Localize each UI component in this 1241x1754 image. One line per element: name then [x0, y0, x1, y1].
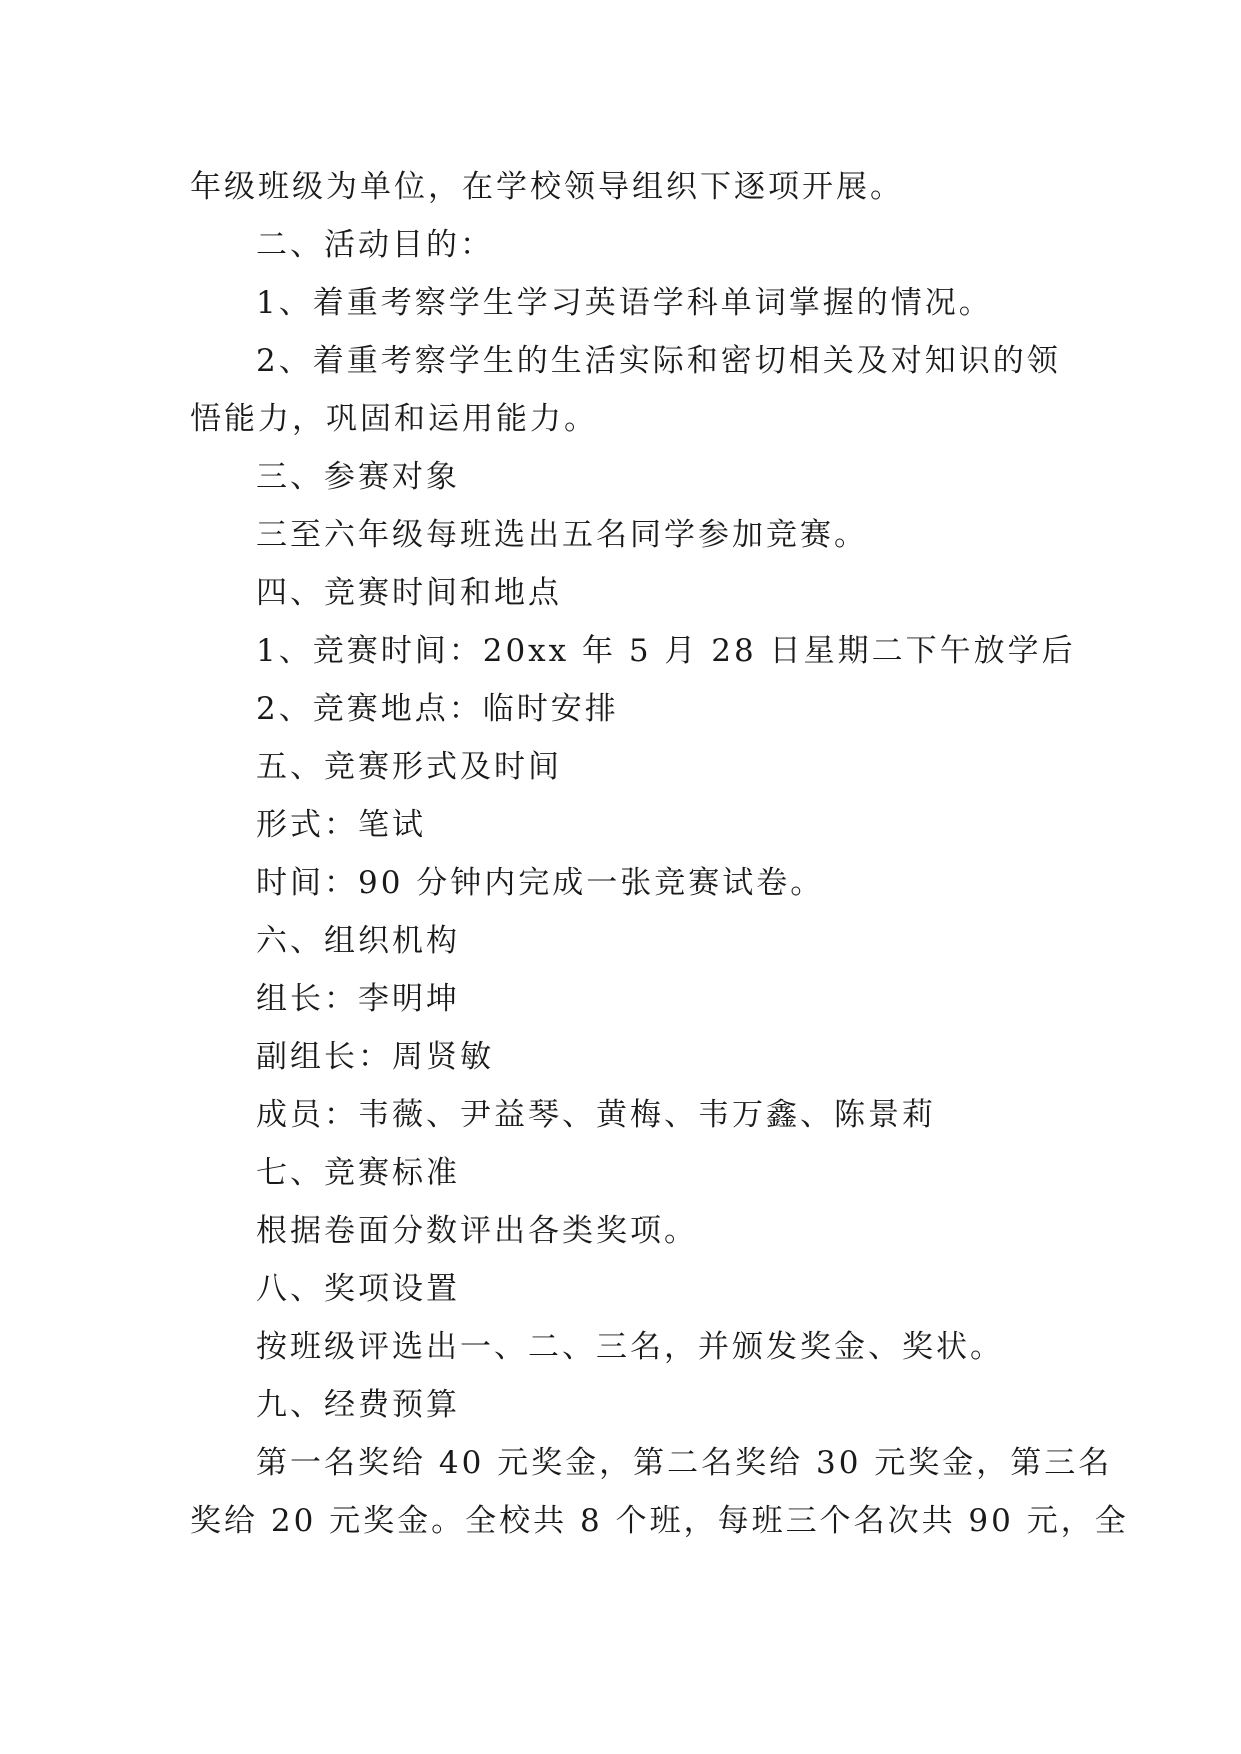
paragraph-line: 奖给 20 元奖金。全校共 8 个班，每班三个名次共 90 元，全 [190, 1503, 1129, 1539]
paragraph-line: 按班级评选出一、二、三名，并颁发奖金、奖状。 [256, 1329, 1004, 1365]
paragraph-line: 根据卷面分数评出各类奖项。 [256, 1213, 698, 1249]
paragraph-line: 1、着重考察学生学习英语学科单词掌握的情况。 [256, 285, 993, 321]
paragraph-line: 年级班级为单位，在学校领导组织下逐项开展。 [190, 169, 904, 205]
section-heading-time-place: 四、竞赛时间和地点 [256, 575, 562, 611]
section-heading-budget: 九、经费预算 [256, 1387, 460, 1423]
paragraph-line: 组长：李明坤 [256, 981, 460, 1017]
section-heading-awards: 八、奖项设置 [256, 1271, 460, 1307]
paragraph-line: 三至六年级每班选出五名同学参加竞赛。 [256, 517, 868, 553]
paragraph-line: 2、竞赛地点：临时安排 [256, 691, 619, 727]
section-heading-organization: 六、组织机构 [256, 923, 460, 959]
section-heading-format: 五、竞赛形式及时间 [256, 749, 562, 785]
section-heading-participants: 三、参赛对象 [256, 459, 460, 495]
document-body [190, 158, 1129, 1550]
paragraph-line: 2、着重考察学生的生活实际和密切相关及对知识的领 [256, 343, 1061, 379]
paragraph-line: 成员：韦薇、尹益琴、黄梅、韦万鑫、陈景莉 [256, 1097, 936, 1133]
section-heading-objectives: 二、活动目的： [256, 227, 494, 263]
paragraph-line: 形式：笔试 [256, 807, 426, 843]
paragraph-line: 时间：90 分钟内完成一张竞赛试卷。 [256, 865, 825, 901]
paragraph-line: 副组长：周贤敏 [256, 1039, 494, 1075]
paragraph-line: 悟能力，巩固和运用能力。 [190, 401, 598, 437]
paragraph-line: 1、竞赛时间：20xx 年 5 月 28 日星期二下午放学后 [256, 633, 1076, 669]
section-heading-standard: 七、竞赛标准 [256, 1155, 460, 1191]
paragraph-line: 第一名奖给 40 元奖金，第二名奖给 30 元奖金，第三名 [256, 1445, 1113, 1481]
